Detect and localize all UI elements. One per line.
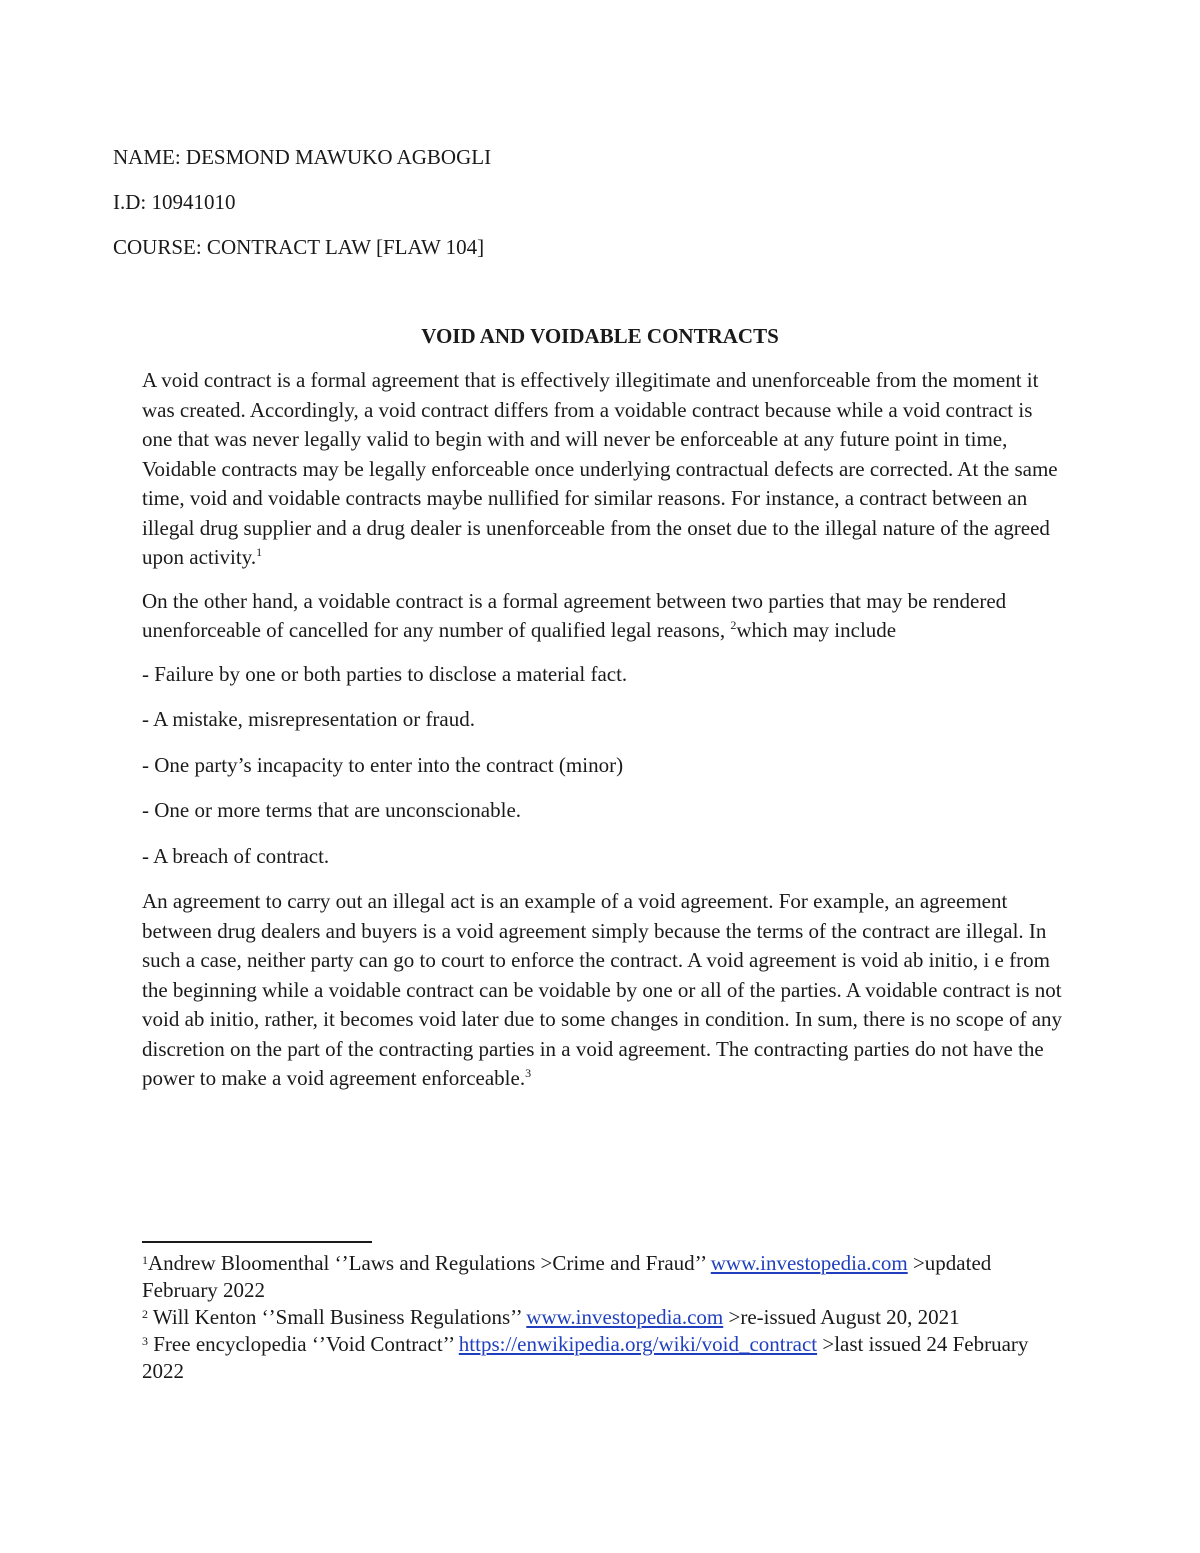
paragraph-illegal-agreement [142,887,1067,1094]
footnote-separator [142,1241,372,1243]
footnote-ref: 2 [730,618,737,632]
footnote-text: Andrew Bloomenthal ‘’Laws and Regulations >Crime and Fraud’’ [148,1251,711,1275]
list-item: - A mistake, misrepresentation or fraud. [142,707,475,731]
footnote-link[interactable]: www.investopedia.com [710,1251,908,1275]
list-item: - A breach of contract. [142,843,330,868]
footnote-1 [142,1250,1062,1304]
footnote-link[interactable]: www.investopedia.com [526,1305,724,1329]
footnote-number: 3 [142,1334,148,1348]
student-name: NAME: DESMOND MAWUKO AGBOGLI [113,145,492,169]
footnote-text: Will Kenton ‘’Small Business Regulations’’ [148,1305,527,1329]
footnote-link[interactable]: https://enwikipedia.org/wiki/void_contract [458,1332,818,1356]
footnote-text: >updated February 2022 [142,1251,992,1302]
list-item: - Failure by one or both parties to disclose a material fact. [142,661,628,686]
footnote-ref: 1 [256,545,263,559]
footnote-3 [142,1331,1062,1385]
document-title: VOID AND VOIDABLE CONTRACTS [421,324,779,348]
list-item: - One or more terms that are unconscionable. [142,798,522,822]
footnotes [142,1250,1062,1385]
paragraph-text: A void contract is a formal agreement that is effectively illegitimate and unenforceable from the moment it was created. Accordingly, a void contract differs from a voidable contract because while a void contract is one that was never legally valid to begin with and will never be enforceable at any future point in time, Voidable contracts may be legally enforceable once underlying contractual defects are corrected. At the same time, void and voidable contracts maybe nullified for similar reasons. For instance, a contract between an illegal drug supplier and a drug dealer is unenforceable from the onset due to the illegal nature of the agreed upon activity. [142,368,1058,569]
paragraph-void-contract [142,366,1067,573]
course-name: COURSE: CONTRACT LAW [FLAW 104] [113,235,485,259]
footnote-number: 2 [142,1307,148,1321]
student-id: I.D: 10941010 [113,190,236,214]
footnote-text: Free encyclopedia ‘’Void Contract’’ [148,1332,459,1356]
footnote-text: >re-issued August 20, 2021 [723,1305,960,1329]
paragraph-text: On the other hand, a voidable contract is a formal agreement between two parties that may be rendered unenforceable of cancelled for any number of qualified legal reasons, [142,588,1007,642]
footnote-2 [142,1304,1062,1331]
paragraph-text: which may include [736,618,897,642]
paragraph-text: An agreement to carry out an illegal act is an example of a void agreement. For example, an agreement between drug dealers and buyers is a void agreement simply because the terms of the contract are illegal. In such a case, neither party can go to court to enforce the contract. A void agreement is void ab initio, i e from the beginning while a voidable contract can be voidable by one or all of the parties. A voidable contract is not void ab initio, rather, it becomes void later due to some changes in condition. In sum, there is no scope of any discretion on the part of the contracting parties in a void agreement. The contracting parties do not have the power to make a void agreement enforceable. [142,889,1063,1090]
footnote-text: >last issued 24 February 2022 [142,1332,1029,1383]
footnote-number: 1 [142,1253,148,1267]
footnote-ref: 3 [525,1066,532,1080]
list-item: - One party’s incapacity to enter into the contract (minor) [142,752,624,777]
paragraph-voidable-contract [142,587,1067,646]
document-body [142,366,1067,1108]
